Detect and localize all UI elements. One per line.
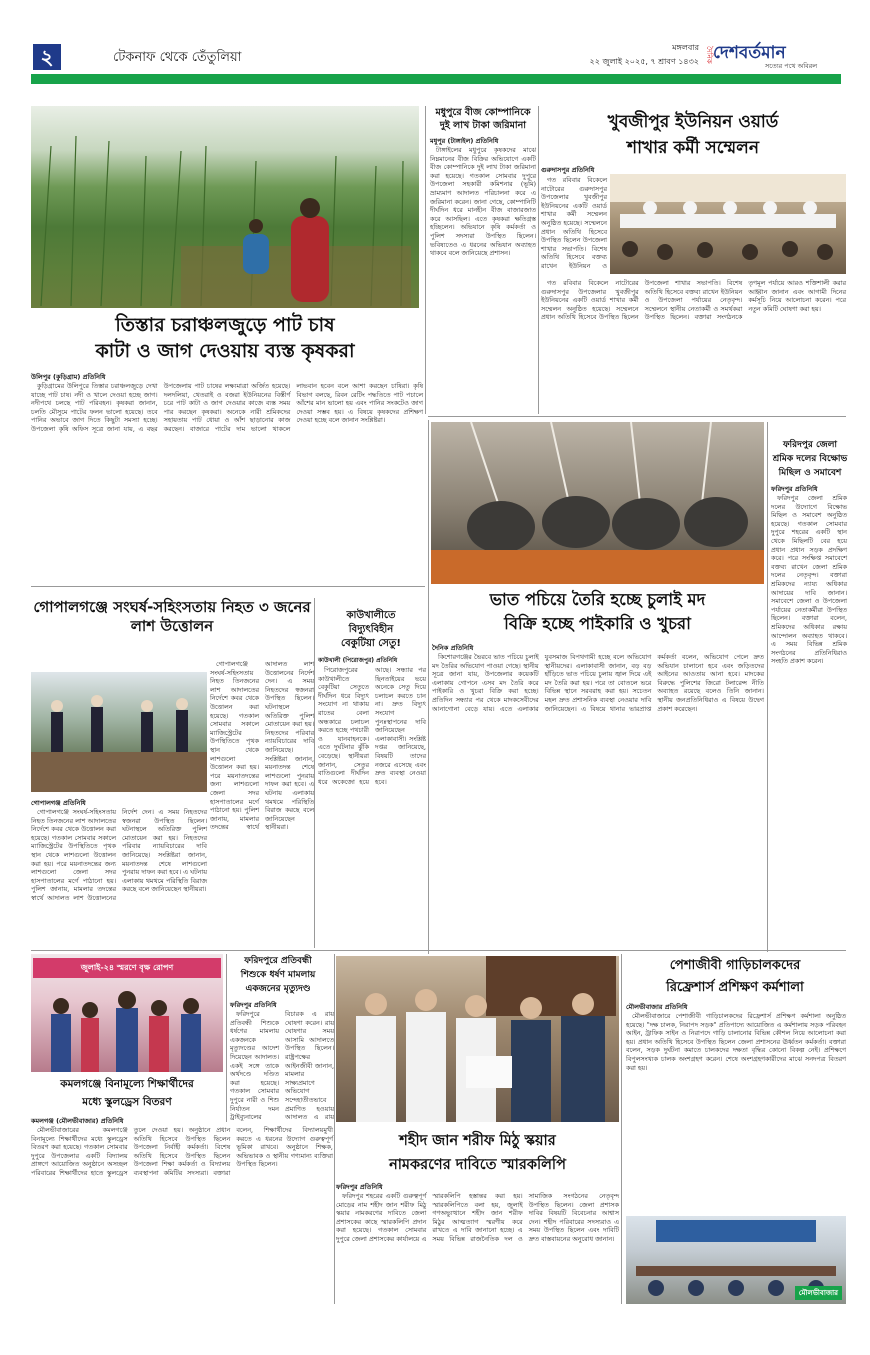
header-date: ২২ জুলাই ২০২৫, ৭ শ্রাবণ ১৪৩২ — [589, 57, 699, 66]
kaukhali-byline: কাউখালী (পিরোজপুর) প্রতিনিধি — [318, 657, 398, 664]
shahid-body — [336, 1192, 619, 1304]
jute-field-photo — [31, 106, 419, 308]
column-divider — [425, 106, 426, 414]
khubjipur-headline-2: শাখার কর্মী সম্মেলন — [627, 138, 759, 158]
jute-field-illustration — [31, 106, 419, 308]
faridpur-workers-headline-3: মিছিল ও সমাবেশ — [778, 468, 842, 478]
gopalganj-byline: গোপালগঞ্জ প্রতিনিধি — [31, 799, 86, 807]
faridpur-teacher-body-text: ফরিদপুরে প্রতিবন্ধী শিশুকে ধর্ষণের মামলায় একজনকে মৃত্যুদণ্ডের আদেশ দিয়েছেন আদালত। একই সঙ্গে তাকে অর্থদণ্ডে দণ্ডিত করা হয়েছে। গতকাল সোমবার দুপুরে নারী ও শিশু নির্যাতন দমন ট্রাইব্যুনালের বিচারক এ রায় ঘোষণা করেন। রায় ঘোষণার সময় আসামি আদালতে উপস্থিত ছিলেন। রাষ্ট্রপক্ষের আইনজীবী জানান, মামলার সাক্ষ্যপ্রমাণে অভিযোগ সন্দেহাতীতভাবে প্রমাণিত হওয়ায় আদালত এ রায় — [230, 1010, 334, 1122]
page-number-badge: ২ — [33, 44, 61, 70]
header-day: মঙ্গলবার — [672, 43, 699, 52]
logo-prefix: দৈনিক — [705, 46, 713, 64]
logo-tagline: সত্যের পথে অবিরল — [765, 62, 818, 70]
khubjipur-body-bottom — [541, 279, 846, 411]
kaukhali-headline-3: বেকুটিয়া সেতু! — [341, 638, 401, 649]
faridpur-workers-headline-1: ফরিদপুর জেলা — [782, 440, 838, 450]
liquor-headline-2: বিক্রি হচ্ছে পাইকারি ও খুচরা — [504, 614, 691, 633]
liquor-headline-1: ভাত পচিয়ে তৈরি হচ্ছে চুলাই মদ — [489, 590, 706, 609]
jute-headline-2: কাটা ও জাগ দেওয়ায় ব্যস্ত কৃষকরা — [95, 340, 355, 362]
jute-body — [31, 382, 423, 578]
faridpur-teacher-headline-2: শিশুকে ধর্ষণ মামলায় — [240, 970, 316, 980]
kamalganj-body-text: মৌলভীবাজারের কমলগঞ্জে বিনামূল্যে শিক্ষার্থীদের মধ্যে স্কুলড্রেস বিতরণ করা হয়েছে। গতকাল সোমবার দুপুরে উপজেলার একটি বিদ্যালয় প্রাঙ্গণে আয়োজিত অনুষ্ঠানে অসচ্ছল পরিবারের শিক্ষার্থীদের হাতে স্কুলড্রেস তুলে দেওয়া হয়। অনুষ্ঠানে প্রধান অতিথি হিসেবে উপস্থিত ছিলেন উপজেলা নির্বাহী কর্মকর্তা। বিশেষ অতিথি হিসেবে উপস্থিত ছিলেন উপজেলা শিক্ষা কর্মকর্তা ও বিদ্যালয় ব্যবস্থাপনা কমিটির সদস্যরা। বক্তারা বলেন, শিক্ষার্থীদের বিদ্যালয়মুখী করতে এ ধরনের উদ্যোগ গুরুত্বপূর্ণ ভূমিকা রাখবে। অনুষ্ঠানে শিক্ষক, অভিভাবক ও স্থানীয় গণ্যমান্য ব্যক্তিরা উপস্থিত ছিলেন। — [31, 1126, 333, 1177]
tea-headline-2: দুই লাখ টাকা জরিমানা — [439, 120, 527, 131]
section-divider — [31, 586, 425, 587]
kamalganj-byline: কমলগঞ্জ (মৌলভীবাজার) প্রতিনিধি — [31, 1117, 124, 1125]
memorandum-handover-photo — [336, 956, 619, 1122]
liquor-pots-photo — [431, 422, 764, 584]
kaukhali-body — [318, 666, 426, 946]
drivers-headline-2: রিফ্রেশার্স প্রশিক্ষণ কর্মশালা — [666, 980, 804, 995]
gopalganj-headline: গোপালগঞ্জে সংঘর্ষ-সহিংসতায় নিহত ৩ জনের লাশ উত্তোলন — [33, 598, 311, 635]
gopalganj-exhumation-photo — [31, 672, 207, 792]
logo-main: দেশবর্তমান — [713, 43, 786, 63]
moulvibazar-banner: মৌলভীবাজার — [795, 1286, 842, 1300]
kaukhali-body-text: পিরোজপুরের কাউখালীতে বেকুটিয়া সেতুতে দীর্ঘদিন ধরে বিদ্যুৎ সংযোগ না থাকায় রাতের বেলা অন্ধকারে চলাচল করতে হচ্ছে পথচারী ও যানবাহনকে। এতে দুর্ঘটনার ঝুঁকি বেড়েছে। স্থানীয়রা জানান, সেতুর বাতিগুলো দীর্ঘদিন ধরে অকেজো হয়ে আছে। সন্ধ্যার পর ছিনতাইয়ের ভয়ে অনেকে সেতু দিয়ে চলাচল করতে চান না। দ্রুত বিদ্যুৎ সংযোগ পুনঃস্থাপনের দাবি জানিয়েছেন এলাকাবাসী। সংশ্লিষ্ট দপ্তর জানিয়েছে, বিষয়টি তাদের নজরে এসেছে এবং দ্রুত ব্যবস্থা নেওয়া হবে। — [318, 666, 426, 786]
faridpur-workers-headline-2: শ্রমিক দলের বিক্ষোভ — [772, 454, 848, 464]
tea-byline: মধুপুর (টাঙ্গাইল) প্রতিনিধি — [430, 137, 499, 145]
faridpur-workers-byline: ফরিদপুর প্রতিনিধি — [771, 485, 818, 493]
kamalganj-distribution-photo — [31, 954, 223, 1072]
jute-body-text: কুড়িগ্রামের উলিপুরে তিস্তার চরাঞ্চলজুড়ে দেখা যাচ্ছে পাট চাষ। নদী ও খালে দেওয়া হচ্ছে জাগ। নদীপথে চলছে পাট পরিবহন। কৃষকরা জানান, চলতি মৌসুমে পাটের ফলন ভালো হয়েছে। তবে পানির অভাবে জাগ দিতে কিছুটা সমস্যা হচ্ছে। উপজেলা কৃষি অফিস সূত্রে জানা যায়, এ বছর উপজেলায় পাট চাষের লক্ষ্যমাত্রা অর্জিত হয়েছে। দলদলিয়া, থেতরাই ও বজরা ইউনিয়নের বিস্তীর্ণ চরে পাট কাটা ও জাগ দেওয়ার কাজে ব্যস্ত সময় পার করছেন কৃষকরা। অনেকে নারী শ্রমিকদের সহায়তায় পাট ধোয়া ও আঁশ ছাড়ানোর কাজ করছেন। বাজারে পাটের দাম ভালো থাকলে লাভবান হবেন বলে আশা করছেন চাষিরা। কৃষি বিভাগ বলছে, রিবন রেটিং পদ্ধতিতে পাট পচালে আঁশের মান ভালো হয় এবং পানির সংকটেও জাগ দেওয়া সম্ভব হয়। এ বিষয়ে কৃষকদের প্রশিক্ষণ দেওয়া হচ্ছে বলে জানান সংশ্লিষ্টরা। — [31, 382, 423, 433]
faridpur-workers-body-text: ফরিদপুর জেলা শ্রমিক দলের উদ্যোগে বিক্ষোভ মিছিল ও সমাবেশ অনুষ্ঠিত হয়েছে। গতকাল সোমবার দুপুরে শহরের একটি স্থান থেকে মিছিলটি বের হয়ে প্রধান প্রধান সড়ক প্রদক্ষিণ করে। পরে সংক্ষিপ্ত সমাবেশে বক্তব্য রাখেন জেলা শ্রমিক দলের নেতৃবৃন্দ। বক্তারা শ্রমিকদের ন্যায্য অধিকার আদায়ের দাবি জানান। সমাবেশে জেলা ও উপজেলা পর্যায়ের নেতাকর্মীরা উপস্থিত ছিলেন। বক্তারা বলেন, শ্রমিকদের অধিকার রক্ষায় আন্দোলন অব্যাহত থাকবে। এ সময় বিভিন্ন শ্রমিক সংগঠনের প্রতিনিধিরাও সংহতি প্রকাশ করেন। — [771, 494, 847, 666]
column-divider — [767, 422, 768, 952]
faridpur-teacher-body — [230, 1010, 334, 1122]
column-divider — [428, 420, 429, 954]
faridpur-teacher-headline-1: ফরিদপুরে প্রতিবন্ধী — [244, 956, 312, 966]
section-title: টেকনাফ থেকে তেঁতুলিয়া — [113, 50, 242, 65]
shahid-byline: ফরিদপুর প্রতিনিধি — [336, 1183, 383, 1191]
khubjipur-body-text-continued: গত রবিবার বিকেলে নাটোরের গুরুদাসপুর উপজেলার খুবজীপুর ইউনিয়নের একটি ওয়ার্ড শাখার কর্মী সম্মেলন অনুষ্ঠিত হয়েছে। সম্মেলনে প্রধান অতিথি হিসেবে উপস্থিত ছিলেন উপজেলা শাখার সভাপতি। বিশেষ অতিথি হিসেবে বক্তব্য রাখেন ইউনিয়ন ও উপজেলা পর্যায়ের নেতৃবৃন্দ। সম্মেলনে স্থানীয় নেতাকর্মী ও সমর্থকরা উপস্থিত ছিলেন। বক্তারা সংগঠনকে তৃণমূল পর্যায়ে আরও শক্তিশালী করার আহ্বান জানান এবং আগামী দিনের কর্মসূচি নিয়ে আলোচনা করেন। পরে নতুন কমিটি ঘোষণা করা হয়। — [541, 279, 846, 322]
shahid-body-text: ফরিদপুর শহরের একটি গুরুত্বপূর্ণ মোড়ের নাম শহীদ জান শরীফ মিঠু স্কয়ার নামকরণের দাবিতে জেলা প্রশাসকের কাছে স্মারকলিপি প্রদান করা হয়েছে। গতকাল সোমবার দুপুরে জেলা প্রশাসকের কার্যালয়ে এ স্মারকলিপি হস্তান্তর করা হয়। স্মারকলিপিতে বলা হয়, জুলাই গণঅভ্যুত্থানে শহীদ জান শরীফ মিঠুর আত্মত্যাগ স্মরণীয় করে রাখতে এ দাবি জানানো হচ্ছে। এ সময় বিভিন্ন রাজনৈতিক দল ও সামাজিক সংগঠনের নেতৃবৃন্দ উপস্থিত ছিলেন। জেলা প্রশাসক দাবির বিষয়টি বিবেচনার আশ্বাস দেন। শহীদ পরিবারের সদস্যরাও এ সময় উপস্থিত ছিলেন এবং দাবিটি দ্রুত বাস্তবায়নের অনুরোধ জানান। — [336, 1192, 619, 1243]
drivers-byline: মৌলভীবাজার প্রতিনিধি — [626, 1003, 688, 1011]
conference-illustration — [610, 174, 846, 274]
kaukhali-headline-1: কাউখালীতে — [346, 610, 396, 621]
khubjipur-body-text: গত রবিবার বিকেলে নাটোরের গুরুদাসপুর উপজেলার খুবজীপুর ইউনিয়নের একটি ওয়ার্ড শাখার কর্মী সম্মেলন অনুষ্ঠিত হয়েছে। সম্মেলনে প্রধান অতিথি হিসেবে উপস্থিত ছিলেন উপজেলা শাখার সভাপতি। বিশেষ অতিথি হিসেবে বক্তব্য রাখেন ইউনিয়ন ও — [541, 176, 607, 270]
jute-byline: উলিপুর (কুড়িগ্রাম) প্রতিনিধি — [31, 373, 106, 381]
gopalganj-body-text: গোপালগঞ্জে সংঘর্ষ-সহিংসতায় নিহত তিনজনের লাশ আদালতের নির্দেশে কবর থেকে উত্তোলন করা হয়েছে। গতকাল সোমবার সকালে ম্যাজিস্ট্রেটের উপস্থিতিতে পৃথক স্থান থেকে লাশগুলো উত্তোলন করা হয়। পরে ময়নাতদন্তের জন্য লাশগুলো জেলা সদর হাসপাতালের মর্গে পাঠানো হয়। পুলিশ জানায়, মামলার তদন্তের স্বার্থে আদালত লাশ উত্তোলনের নির্দেশ দেন। এ সময় নিহতদের স্বজনরা উপস্থিত ছিলেন। ঘটনাস্থলে অতিরিক্ত পুলিশ মোতায়েন করা হয়। নিহতদের পরিবার ন্যায়বিচারের দাবি জানিয়েছে। সংশ্লিষ্টরা জানান, ময়নাতদন্ত শেষে লাশগুলো পুনরায় দাফন করা হবে। এ ঘটনায় এলাকায় থমথমে পরিস্থিতি বিরাজ করছে বলে জানিয়েছেন স্থানীয়রা। — [31, 808, 207, 902]
faridpur-teacher-byline: ফরিদপুর প্রতিনিধি — [230, 1001, 277, 1009]
gopalganj-body-right — [210, 660, 314, 946]
section-divider — [428, 416, 846, 417]
liquor-body-text: কিশোরগঞ্জের ভৈরবে ভাত পচিয়ে চুলাই মদ তৈরির অভিযোগ পাওয়া গেছে। স্থানীয় সূত্রে জানা যায়, উপজেলার কয়েকটি এলাকায় গোপনে এসব মদ তৈরি করে পাইকারি ও খুচরা বিক্রি করা হচ্ছে। প্রতিদিন সন্ধ্যার পর থেকে মাদকসেবীদের আনাগোনা বেড়ে যায়। এতে এলাকার যুবসমাজ বিপথগামী হচ্ছে বলে অভিযোগ স্থানীয়দের। এলাকাবাসী জানান, বড় বড় হাঁড়িতে ভাত পচিয়ে চুলায় জ্বাল দিয়ে এই মদ তৈরি করা হয়। পরে তা বোতলে ভরে বিভিন্ন স্থানে সরবরাহ করা হয়। সচেতন মহল দ্রুত প্রশাসনিক ব্যবস্থা নেওয়ার দাবি জানিয়েছেন। এ বিষয়ে থানার ভারপ্রাপ্ত কর্মকর্তা বলেন, অভিযোগ পেলে দ্রুত অভিযান চালানো হবে এবং জড়িতদের আইনের আওতায় আনা হবে। মাদকের বিরুদ্ধে পুলিশের জিরো টলারেন্স নীতি অব্যাহত রয়েছে বলেও তিনি জানান। স্থানীয় জনপ্রতিনিধিরাও এ বিষয়ে উদ্বেগ প্রকাশ করেছেন। — [432, 653, 764, 713]
shahid-headline-2: নামকরণের দাবিতে স্মারকলিপি — [389, 1157, 566, 1173]
gopalganj-body — [31, 808, 207, 946]
section-divider — [31, 950, 846, 951]
khubjipur-headline-1: খুবজীপুর ইউনিয়ন ওয়ার্ড — [607, 112, 779, 132]
khubjipur-conference-photo — [610, 174, 846, 274]
drivers-body-text: মৌলভীবাজারে পেশাজীবী গাড়িচালকদের রিফ্রেশার্স প্রশিক্ষণ কর্মশালা অনুষ্ঠিত হয়েছে। "দক্ষ চালক, নিরাপদ সড়ক" প্রতিপাদ্যে আয়োজিত এ কর্মশালায় সড়ক পরিবহন আইন, ট্রাফিক সাইন ও নিরাপদে গাড়ি চালানোর বিভিন্ন কৌশল নিয়ে আলোচনা করা হয়। প্রধান অতিথি হিসেবে উপস্থিত ছিলেন জেলা প্রশাসনের ঊর্ধ্বতন কর্মকর্তা। বক্তারা বলেন, সড়ক দুর্ঘটনা কমাতে চালকদের দক্ষতা বৃদ্ধির কোনো বিকল্প নেই। প্রশিক্ষণে বিপুলসংখ্যক চালক অংশগ্রহণ করেন। শেষে অংশগ্রহণকারীদের মাঝে সনদপত্র বিতরণ করা হয়। — [626, 1012, 846, 1072]
khubjipur-byline: গুরুদাসপুর প্রতিনিধি — [541, 166, 595, 174]
shahid-headline-1: শহীদ জান শরীফ মিঠু স্কয়ার — [399, 1133, 556, 1149]
liquor-body — [432, 653, 764, 953]
drivers-workshop-photo — [626, 1216, 846, 1304]
kaukhali-headline-2: বিদ্যুৎবিহীন — [348, 624, 394, 635]
tea-body-text: টাঙ্গাইলের মধুপুরে কৃষকদের মাঝে নিম্নমানের বীজ বিক্রির অভিযোগে একটি বীজ কোম্পানিকে দুই লাখ টাকা জরিমানা করা হয়েছে। গতকাল সোমবার দুপুরে উপজেলা সহকারী কমিশনার (ভূমি) ভ্রাম্যমাণ আদালত পরিচালনা করে এ জরিমানা করেন। জানা গেছে, কোম্পানিটি দীর্ঘদিন ধরে মানহীন বীজ বাজারজাত করে আসছিল। এতে কৃষকরা ক্ষতিগ্রস্ত হচ্ছিলেন। অভিযানে কৃষি কর্মকর্তা ও পুলিশ সদস্যরা উপস্থিত ছিলেন। ভবিষ্যতেও এ ধরনের অভিযান অব্যাহত থাকবে বলে জানিয়েছে প্রশাসন। — [430, 146, 536, 258]
column-divider — [621, 954, 622, 1304]
page-header — [31, 40, 841, 84]
pots-illustration — [431, 422, 764, 584]
exhumation-illustration — [31, 672, 207, 792]
kamalganj-body — [31, 1126, 333, 1238]
faridpur-teacher-headline-3: একজনের মৃত্যুদণ্ড — [245, 984, 311, 994]
tea-headline-1: মধুপুরে বীজ কোম্পানিকে — [435, 107, 531, 118]
students-illustration — [31, 984, 223, 1072]
liquor-byline: দৈনিক প্রতিনিধি — [432, 644, 474, 652]
tea-body — [430, 146, 536, 414]
drivers-body — [626, 1012, 846, 1210]
masthead-logo — [703, 40, 839, 72]
handover-illustration — [336, 956, 619, 1122]
tree-planting-banner: জুলাই-২৪ স্মরণে বৃক্ষ রোপণ — [33, 958, 221, 978]
column-divider — [334, 954, 335, 1304]
column-divider — [314, 598, 315, 948]
column-divider — [226, 954, 227, 1122]
faridpur-workers-body — [771, 494, 847, 950]
kamalganj-headline-1: কমলগঞ্জে বিনামূল্যে শিক্ষার্থীদের — [60, 1078, 194, 1090]
jute-headline-1: তিস্তার চরাঞ্চলজুড়ে পাট চাষ — [115, 314, 335, 336]
khubjipur-body-top — [541, 176, 607, 276]
drivers-headline-1: পেশাজীবী গাড়িচালকদের — [669, 958, 801, 973]
column-divider — [538, 106, 539, 414]
gopalganj-body-text-continued: গোপালগঞ্জে সংঘর্ষ-সহিংসতায় নিহত তিনজনের লাশ আদালতের নির্দেশে কবর থেকে উত্তোলন করা হয়েছে। গতকাল সোমবার সকালে ম্যাজিস্ট্রেটের উপস্থিতিতে পৃথক স্থান থেকে লাশগুলো উত্তোলন করা হয়। পরে ময়নাতদন্তের জন্য লাশগুলো জেলা সদর হাসপাতালের মর্গে পাঠানো হয়। পুলিশ জানায়, মামলার তদন্তের স্বার্থে আদালত লাশ উত্তোলনের নির্দেশ দেন। এ সময় নিহতদের স্বজনরা উপস্থিত ছিলেন। ঘটনাস্থলে অতিরিক্ত পুলিশ মোতায়েন করা হয়। নিহতদের পরিবার ন্যায়বিচারের দাবি জানিয়েছে। সংশ্লিষ্টরা জানান, ময়নাতদন্ত শেষে লাশগুলো পুনরায় দাফন করা হবে। এ ঘটনায় এলাকায় থমথমে পরিস্থিতি বিরাজ করছে বলে জানিয়েছেন স্থানীয়রা। — [210, 660, 314, 832]
kamalganj-headline-2: মধ্যে স্কুলড্রেস বিতরণ — [82, 1096, 172, 1108]
